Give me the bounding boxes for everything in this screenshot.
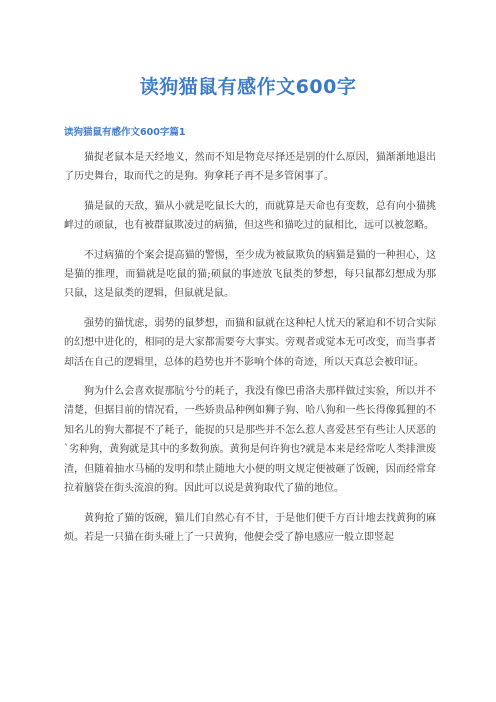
document-title: 读狗猫鼠有感作文600字 [139,76,357,98]
document-body [64,148,436,557]
section-heading: 读狗猫鼠有感作文600字篇1 [64,127,186,138]
paragraph: 不过病猫的个案会提高猫的警惕，至少成为被鼠欺负的病猫是猫的一种担心，这是猫的推理，而猫就是吃鼠的猫;硕鼠的事迹放飞鼠类的梦想，每只鼠都幻想成为那只鼠，这是鼠类的逻辑，但鼠就是鼠。 [64,249,436,300]
paragraph: 黄狗抢了猫的饭碗，猫儿们自然心有不甘，于是他们便千方百计地去找黄狗的麻烦。若是一只猫在街头碰上了一只黄狗，他便会受了静电感应一般立即竖起 [64,512,436,543]
paragraph: 强势的猫忧虑，弱势的鼠梦想，而猫和鼠就在这种杞人忧天的紧迫和不切合实际的幻想中进化的，相同的是大家都需要夸大事实。旁观者或觉本无可改变，而当事者却活在自己的逻辑里，总体的趋势也并不影响个体的奇迹，所以天真总会被印证。 [64,317,436,368]
paragraph: 猫捉老鼠本是天经地义，然而不知是物竞尽择还是别的什么原因，猫渐渐地退出了历史舞台，取而代之的是狗。狗拿耗子再不是多管闲事了。 [64,152,436,183]
paragraph: 猫是鼠的天敌，猫从小就是吃鼠长大的，而就算是天命也有变数，总有向小猫挑衅过的顽鼠，也有被群鼠欺凌过的病猫，但这些和猫吃过的鼠相比，远可以被忽略。 [64,200,436,232]
paragraph: 狗为什么会喜欢捉那肮兮兮的耗子，我没有像巴甫洛夫那样做过实验，所以并不清楚，但据目前的情况看，一些娇贵品种例如狮子狗、哈八狗和一些长得像狐狸的不知名儿的狗大都捉不了耗子，能捉的只是那些并不怎么惹人喜爱甚至有些让人厌恶的`劣种狗，黄狗就是其中的多数狗族。黄狗是何许狗也?就是本来是经常吃人类排泄废渣，但随着抽水马桶的发明和禁止随地大小便的明文规定便被砸了饭碗，因而经常耷拉着脑袋在街头流浪的狗。因此可以说是黄狗取代了猫的地位。 [64,386,436,495]
